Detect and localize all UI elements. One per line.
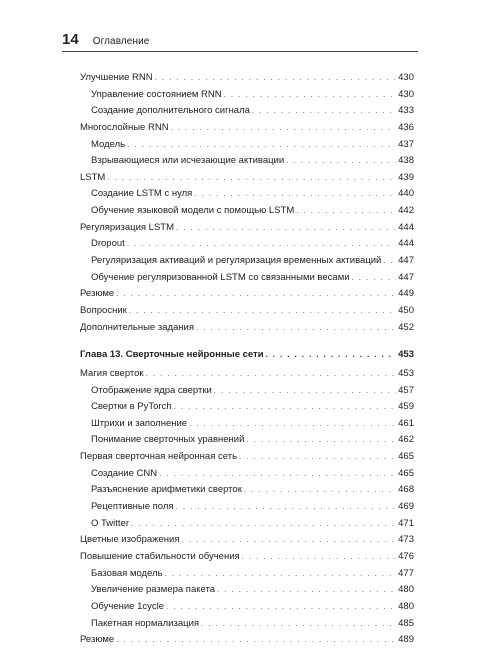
toc-entry-page: 477: [398, 567, 414, 579]
toc-entry: [80, 120, 414, 137]
toc-entry-page: 480: [398, 600, 414, 612]
toc-entry-page: 438: [398, 155, 414, 167]
header-rule: [62, 51, 418, 52]
table-of-contents: [80, 70, 414, 649]
page-number: 14: [62, 31, 79, 48]
toc-entry: [80, 466, 414, 483]
toc-entry-title: Создание LSTM с нуля: [91, 188, 193, 200]
toc-entry: [80, 632, 414, 649]
toc-entry: [80, 416, 414, 433]
toc-entry-page: 485: [398, 617, 414, 629]
toc-entry-page: 452: [398, 321, 414, 333]
dot-leader: [155, 70, 397, 87]
toc-entry-title: Дополнительные задания: [80, 321, 195, 333]
toc-entry-title: Обучение регуляризованной LSTM со связанными весами: [91, 271, 350, 283]
toc-entry-page: 437: [398, 138, 414, 150]
toc-entry: [80, 599, 414, 616]
toc-entry-title: Пакетная нормализация: [91, 617, 200, 629]
toc-entry: [80, 482, 414, 499]
toc-entry-title: Отображение ядра свертки: [91, 384, 212, 396]
dot-leader: [171, 120, 397, 137]
toc-entry-title: О Twitter: [91, 517, 130, 529]
toc-entry-title: Создание CNN: [91, 467, 158, 479]
toc-entry-page: 439: [398, 171, 414, 183]
dot-leader: [224, 87, 397, 104]
toc-entry-title: Повышение стабильности обучения: [80, 550, 240, 562]
toc-entry-page: 430: [398, 88, 414, 100]
toc-section-chapter-13: [80, 366, 414, 649]
toc-entry-title: Вопросник: [80, 304, 127, 316]
toc-entry-title: Первая сверточная нейронная сеть: [80, 451, 238, 463]
toc-entry: [80, 220, 414, 237]
toc-entry: [80, 432, 414, 449]
toc-entry-page: 447: [398, 255, 414, 267]
toc-entry: [80, 286, 414, 303]
toc-entry-page: 468: [398, 484, 414, 496]
toc-entry-page: 436: [398, 121, 414, 133]
running-title: Оглавление: [92, 36, 150, 47]
toc-entry-title: Увеличение размера пакета: [91, 584, 215, 596]
toc-entry: [80, 566, 414, 583]
toc-entry-page: 433: [398, 105, 414, 117]
dot-leader: [214, 383, 396, 400]
dot-leader: [189, 416, 396, 433]
dot-leader: [242, 549, 396, 566]
dot-leader: [286, 153, 396, 170]
toc-entry-page: 444: [398, 238, 414, 250]
toc-entry-page: 480: [398, 584, 414, 596]
toc-entry-title: Регуляризация LSTM: [80, 221, 174, 233]
toc-entry-title: Штрихи и заполнение: [91, 417, 188, 429]
toc-entry-page: 476: [398, 550, 414, 562]
dot-leader: [116, 632, 396, 649]
dot-leader: [296, 203, 396, 220]
toc-chapter-page: 453: [398, 349, 414, 361]
dot-leader: [244, 482, 396, 499]
dot-leader: [196, 320, 396, 337]
toc-entry: [80, 203, 414, 220]
toc-entry: [80, 449, 414, 466]
toc-entry-page: 457: [398, 384, 414, 396]
toc-entry: [80, 170, 414, 187]
dot-leader: [246, 432, 396, 449]
toc-chapter-heading: [80, 347, 414, 364]
toc-entry: [80, 103, 414, 120]
toc-entry: [80, 399, 414, 416]
toc-entry: [80, 320, 414, 337]
dot-leader: [127, 236, 396, 253]
dot-leader: [201, 616, 396, 633]
toc-entry: [80, 616, 414, 633]
toc-entry-title: Обучение 1cycle: [91, 600, 165, 612]
toc-entry-title: Цветные изображения: [80, 534, 180, 546]
toc-entry-title: Базовая модель: [91, 567, 163, 579]
toc-entry-page: 461: [398, 417, 414, 429]
dot-leader: [146, 366, 397, 383]
toc-entry: [80, 137, 414, 154]
toc-entry: [80, 383, 414, 400]
toc-entry-page: 471: [398, 517, 414, 529]
dot-leader: [166, 599, 396, 616]
toc-entry: [80, 532, 414, 549]
toc-entry-title: Dropout: [91, 238, 125, 250]
toc-entry: [80, 236, 414, 253]
toc-entry-title: Обучение языковой модели с помощью LSTM: [91, 205, 295, 217]
dot-leader: [174, 399, 397, 416]
toc-entry-title: Управление состоянием RNN: [91, 88, 222, 100]
dot-leader: [266, 347, 397, 364]
toc-entry-title: Резюме: [80, 288, 115, 300]
toc-entry: [80, 153, 414, 170]
dot-leader: [127, 137, 396, 154]
toc-entry-title: Модель: [91, 138, 126, 150]
dot-leader: [252, 103, 396, 120]
toc-entry-page: 465: [398, 467, 414, 479]
dot-leader: [159, 466, 396, 483]
toc-entry-title: Регуляризация активаций и регуляризация временных активаций: [91, 255, 382, 267]
toc-entry: [80, 253, 414, 270]
toc-entry-page: 442: [398, 205, 414, 217]
toc-entry: [80, 499, 414, 516]
toc-entry: [80, 70, 414, 87]
toc-entry-page: 459: [398, 401, 414, 413]
toc-chapter-title: Глава 13. Сверточные нейронные сети: [80, 349, 264, 361]
dot-leader: [194, 186, 396, 203]
toc-entry-page: 469: [398, 501, 414, 513]
page-header: [62, 28, 418, 48]
toc-entry: [80, 87, 414, 104]
toc-entry-title: Рецептивные поля: [91, 501, 174, 513]
toc-entry-page: 465: [398, 451, 414, 463]
toc-entry-title: Взрывающиеся или исчезающие активации: [91, 155, 285, 167]
toc-entry-page: 440: [398, 188, 414, 200]
dot-leader: [107, 170, 396, 187]
toc-entry: [80, 549, 414, 566]
toc-entry-page: 447: [398, 271, 414, 283]
dot-leader: [176, 220, 396, 237]
toc-entry-title: Понимание сверточных уравнений: [91, 434, 245, 446]
dot-leader: [383, 253, 396, 270]
toc-entry-page: 489: [398, 634, 414, 646]
dot-leader: [217, 582, 396, 599]
dot-leader: [181, 532, 396, 549]
toc-entry-title: Создание дополнительного сигнала: [91, 105, 250, 117]
toc-entry-page: 453: [398, 367, 414, 379]
toc-entry: [80, 366, 414, 383]
dot-leader: [239, 449, 396, 466]
toc-section-chapter-12: [80, 70, 414, 336]
toc-entry-page: 462: [398, 434, 414, 446]
toc-entry: [80, 516, 414, 533]
toc-entry-page: 444: [398, 221, 414, 233]
dot-leader: [131, 516, 396, 533]
toc-entry-title: Резюме: [80, 634, 115, 646]
toc-entry-page: 473: [398, 534, 414, 546]
toc-entry-page: 449: [398, 288, 414, 300]
toc-entry-title: Свертки в PyTorch: [91, 401, 172, 413]
toc-entry-title: LSTM: [80, 171, 106, 183]
toc-entry: [80, 303, 414, 320]
toc-entry: [80, 186, 414, 203]
toc-entry-page: 450: [398, 304, 414, 316]
dot-leader: [352, 270, 397, 287]
dot-leader: [129, 303, 396, 320]
toc-entry-page: 430: [398, 72, 414, 83]
toc-entry: [80, 582, 414, 599]
toc-entry: [80, 270, 414, 287]
toc-entry-title: Улучшение RNN: [80, 72, 153, 83]
toc-entry-title: Магия сверток: [80, 367, 144, 379]
toc-entry-title: Многослойные RNN: [80, 121, 169, 133]
dot-leader: [176, 499, 397, 516]
dot-leader: [116, 286, 396, 303]
toc-entry-title: Разъяснение арифметики сверток: [91, 484, 242, 496]
dot-leader: [165, 566, 397, 583]
